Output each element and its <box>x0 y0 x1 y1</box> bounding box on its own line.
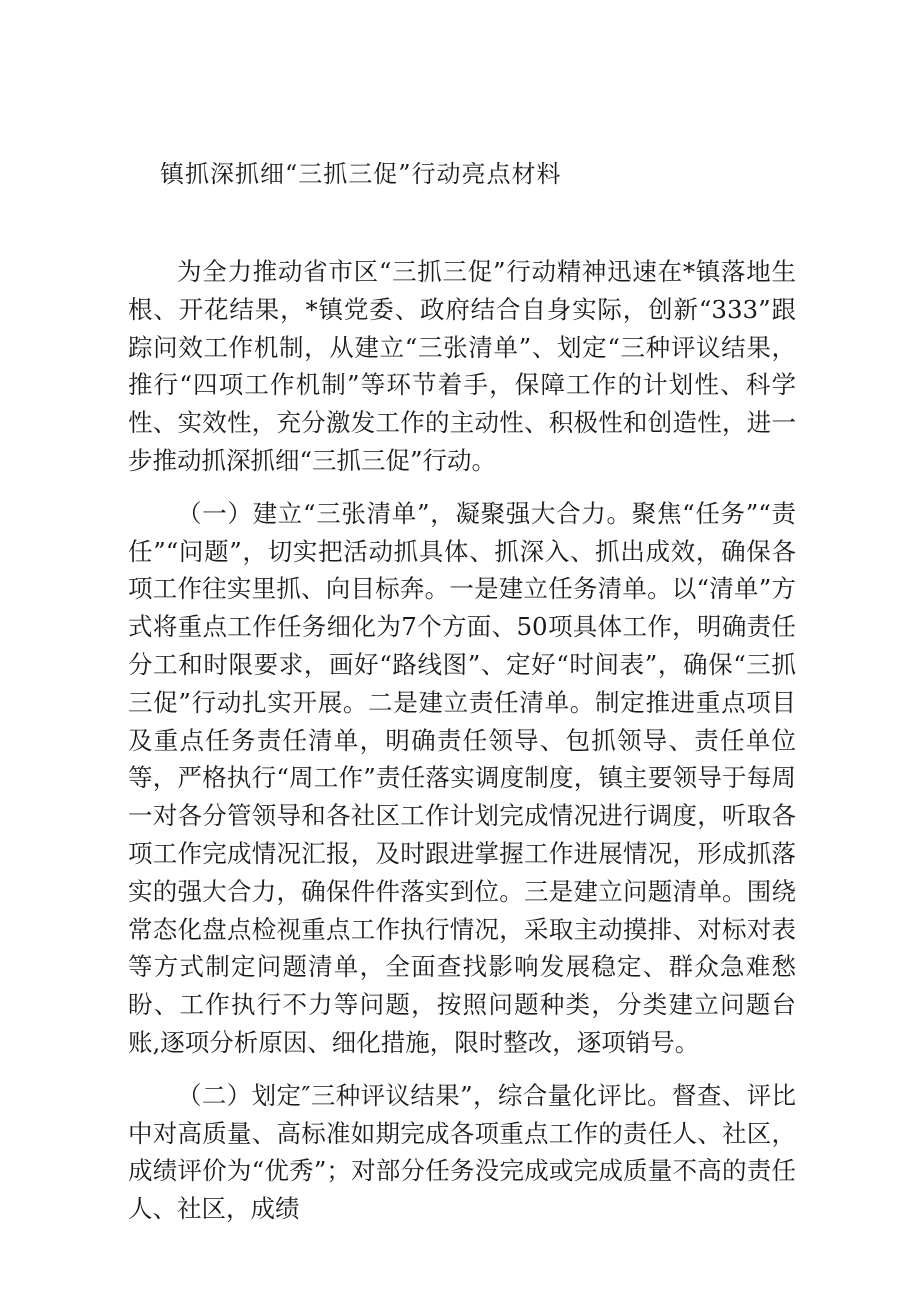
document-body <box>128 253 796 1228</box>
section-two-paragraph: （二）划定″三种评议结果”，综合量化评比。督查、评比中对高质量、高标准如期完成各项重点工作的责任人、社区，成绩评价为“优秀”；对部分任务没完成或完成质量不高的责任人、社区，成绩 <box>128 1080 796 1224</box>
document-title: 镇抓深抓细“三抓三促”行动亮点材料 <box>160 160 562 188</box>
intro-paragraph: 为全力推动省市区“三抓三促”行动精神迅速在*镇落地生根、开花结果，*镇党委、政府结合自身实际，创新“333”跟踪问效工作机制，从建立“三张清单”、划定“三种评议结果，推行“四项工作机制”等环节着手，保障工作的计划性、科学性、实效性，充分激发工作的主动性、积极性和创造性，进一步推动抓深抓细“三抓三促”行动。 <box>128 257 796 475</box>
section-one-paragraph: （一）建立“三张清单”，凝聚强大合力。聚焦“任务”“责任”“问题”，切实把活动抓具体、抓深入、抓出成效，确保各项工作往实里抓、向目标奔。一是建立任务清单。以“清单”方式将重点工作任务细化为7个方面、50项具体工作，明确责任分工和时限要求，画好“路线图”、定好“时间表”，确保“三抓三促”行动扎实开展。二是建立责任清单。制定推进重点项目及重点任务责任清单，明确责任领导、包抓领导、责任单位等，严格执行“周工作”责任落实调度制度，镇主要领导于每周一对各分管领导和各社区工作计划完成情况进行调度，听取各项工作完成情况汇报，及时跟进掌握工作进展情况，形成抓落实的强大合力，确保件件落实到位。三是建立问题清单。围绕常态化盘点检视重点工作执行情况，采取主动摸排、对标对表等方式制定问题清单，全面查找影响发展稳定、群众急难愁盼、工作执行不力等问题，按照问题种类，分类建立问题台账,逐项分析原因、细化措施，限时整改，逐项销号。 <box>128 498 796 1057</box>
